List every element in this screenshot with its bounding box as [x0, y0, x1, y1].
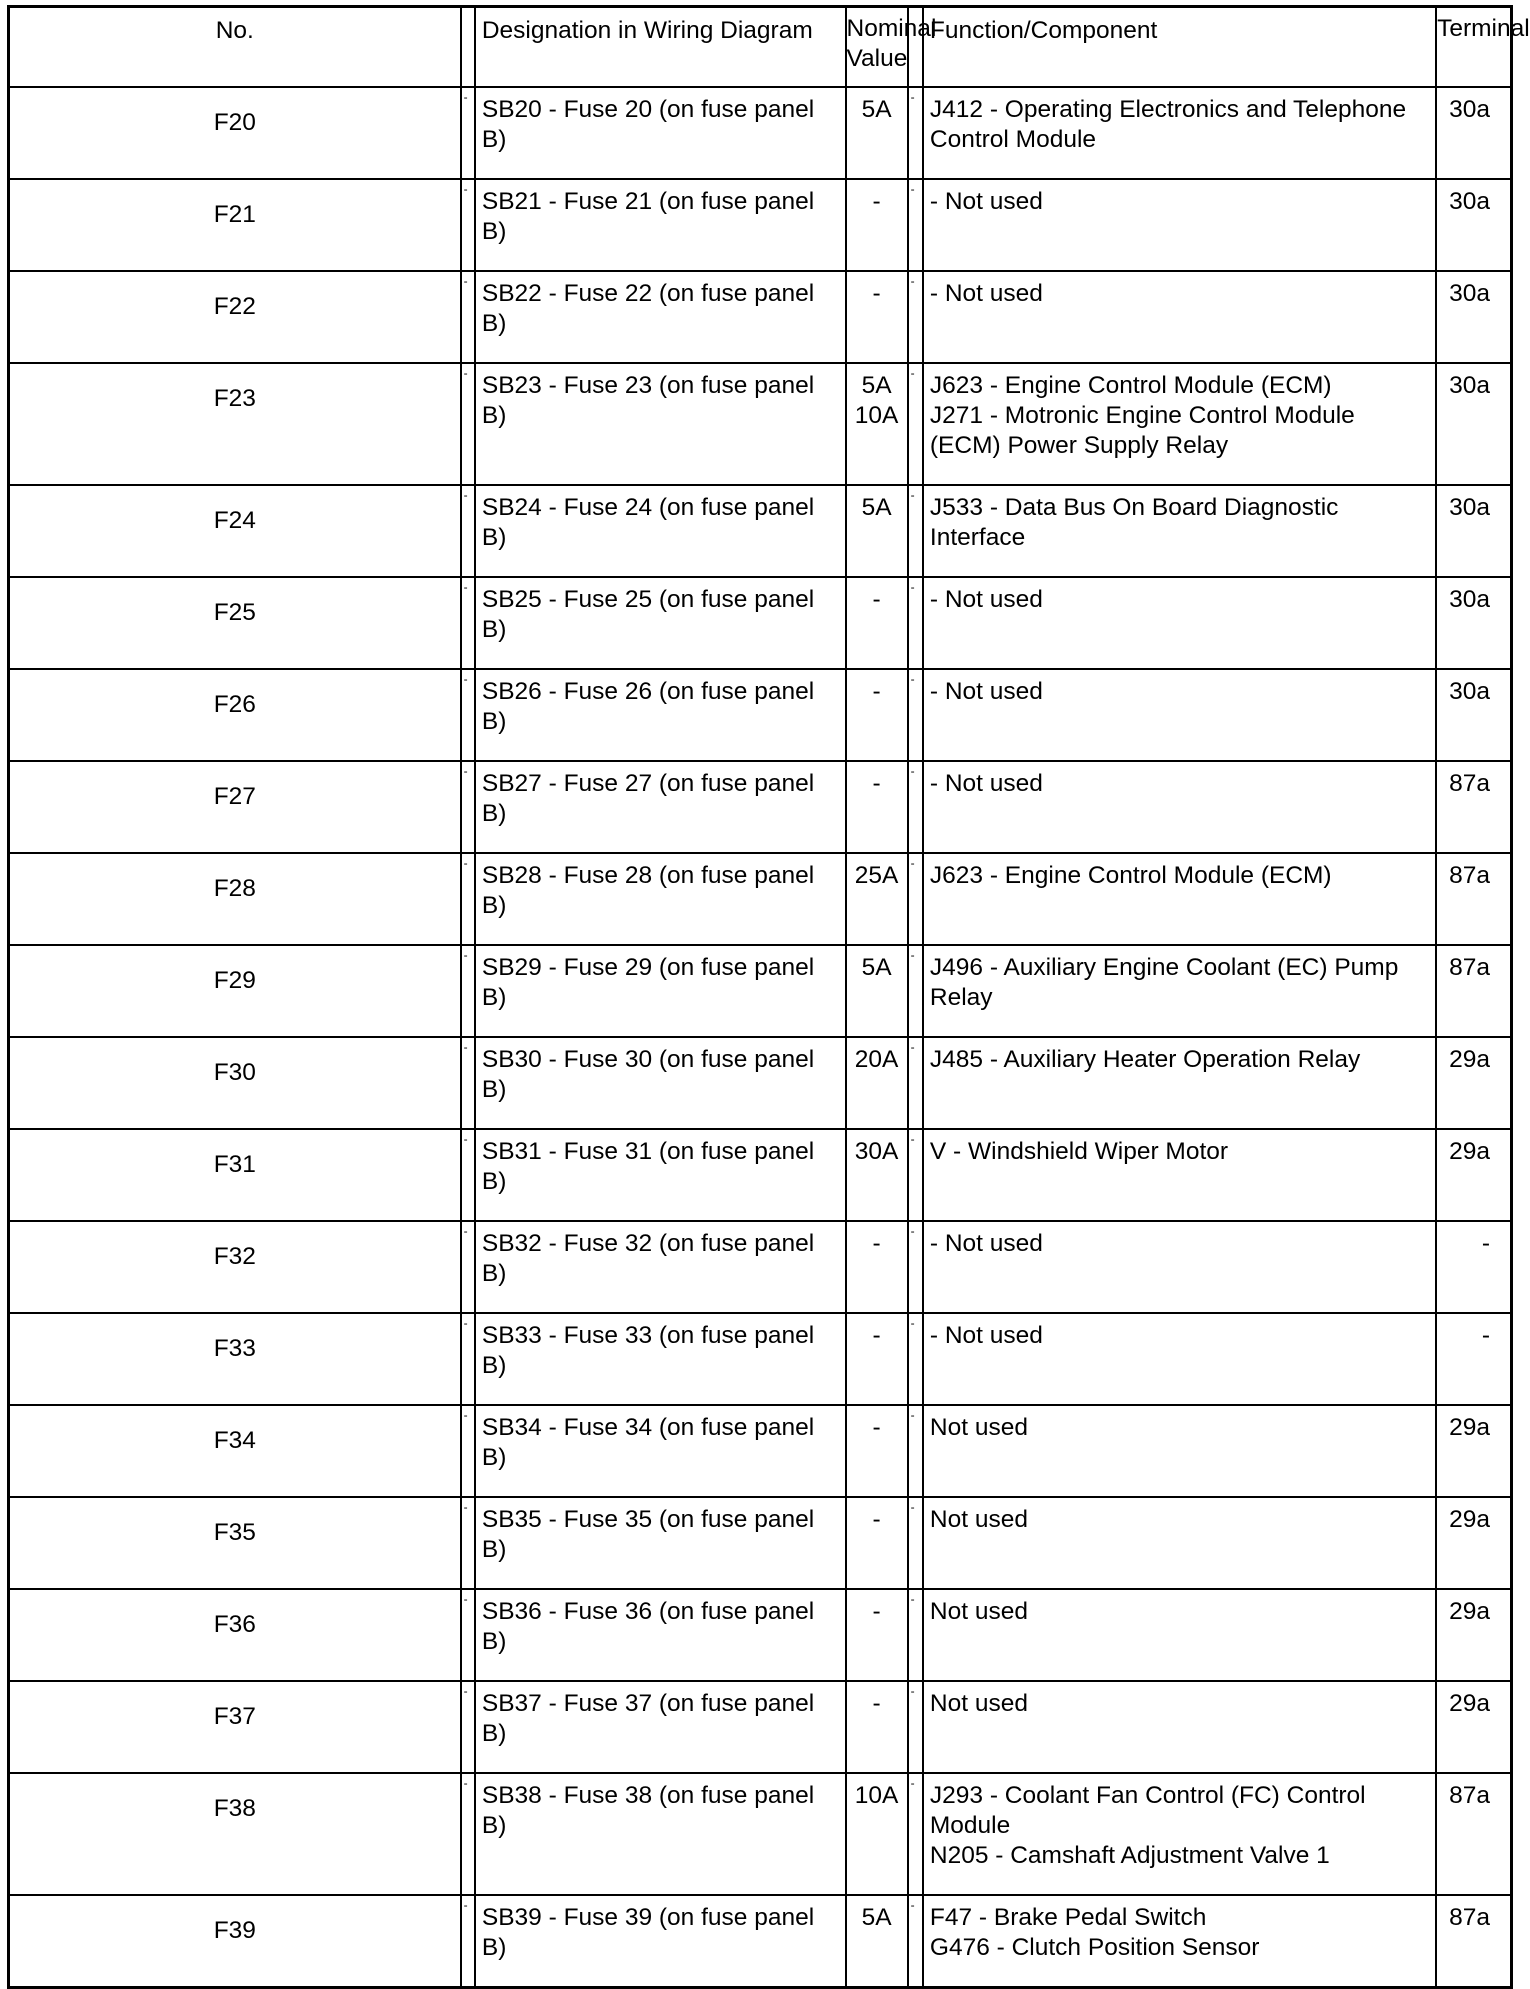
- gap-mark: -: [910, 764, 915, 778]
- gap-cell: [461, 1313, 475, 1405]
- gap-cell: [908, 577, 923, 669]
- gap-mark: -: [910, 488, 915, 502]
- gap-mark: -: [463, 488, 468, 502]
- gap-cell: [908, 945, 923, 1037]
- gap-cell: [461, 1405, 475, 1497]
- gap-mark: -: [463, 1040, 468, 1054]
- gap-mark: -: [910, 1408, 915, 1422]
- gap-cell: [461, 853, 475, 945]
- designation-cell: SB37 - Fuse 37 (on fuse panel B): [475, 1681, 846, 1773]
- nominal-value-cell: 5A: [846, 87, 908, 179]
- gap-cell: [908, 1895, 923, 1988]
- fuse-number: F32: [9, 1221, 461, 1313]
- designation-cell: SB24 - Fuse 24 (on fuse panel B): [475, 485, 846, 577]
- gap-mark: -: [910, 1040, 915, 1054]
- gap-cell: [908, 1589, 923, 1681]
- table-header-row: [9, 7, 1512, 88]
- gap-mark: -: [910, 1592, 915, 1606]
- terminal-cell: 30a: [1436, 271, 1511, 363]
- gap-cell: [908, 1405, 923, 1497]
- terminal-cell: 87a: [1436, 1895, 1511, 1988]
- terminal-cell: -: [1436, 1313, 1511, 1405]
- terminal-cell: 29a: [1436, 1589, 1511, 1681]
- terminal-cell: 29a: [1436, 1405, 1511, 1497]
- fuse-table: [7, 5, 1530, 1989]
- function-cell: J412 - Operating Electronics and Telephone Control Module: [923, 87, 1436, 179]
- table-row: [9, 179, 1512, 271]
- function-cell: J623 - Engine Control Module (ECM) J271 - Motronic Engine Control Module (ECM) Power Supply Relay: [923, 363, 1436, 485]
- nominal-value-cell: -: [846, 1681, 908, 1773]
- gap-cell: [908, 669, 923, 761]
- function-cell: Not used: [923, 1497, 1436, 1589]
- nominal-value-cell: -: [846, 1313, 908, 1405]
- fuse-number: F39: [9, 1895, 461, 1988]
- terminal-cell: -: [1436, 1221, 1511, 1313]
- designation-cell: SB23 - Fuse 23 (on fuse panel B): [475, 363, 846, 485]
- function-cell: - Not used: [923, 179, 1436, 271]
- designation-cell: SB26 - Fuse 26 (on fuse panel B): [475, 669, 846, 761]
- gap-mark: -: [463, 274, 468, 288]
- gap-cell: [461, 485, 475, 577]
- function-cell: F47 - Brake Pedal Switch G476 - Clutch Position Sensor: [923, 1895, 1436, 1988]
- designation-cell: SB39 - Fuse 39 (on fuse panel B): [475, 1895, 846, 1988]
- terminal-cell: 30a: [1436, 179, 1511, 271]
- header-no: No.: [9, 7, 461, 88]
- fuse-number: F31: [9, 1129, 461, 1221]
- table-row: [9, 271, 1512, 363]
- gap-cell: [908, 1037, 923, 1129]
- header-terminal: Terminal: [1436, 7, 1511, 88]
- gap-mark: -: [463, 1500, 468, 1514]
- gap-mark: -: [910, 856, 915, 870]
- gap-cell: [461, 363, 475, 485]
- terminal-cell: 30a: [1436, 669, 1511, 761]
- gap-mark: -: [463, 1592, 468, 1606]
- gap-cell: [908, 179, 923, 271]
- table-row: [9, 1221, 1512, 1313]
- gap-mark: -: [463, 366, 468, 380]
- gap-mark: -: [463, 948, 468, 962]
- gap-cell: [461, 179, 475, 271]
- designation-cell: SB28 - Fuse 28 (on fuse panel B): [475, 853, 846, 945]
- gap-mark: -: [910, 274, 915, 288]
- header-designation: Designation in Wiring Diagram: [475, 7, 846, 88]
- table-row: [9, 1497, 1512, 1589]
- gap-cell: [908, 1497, 923, 1589]
- terminal-cell: 30a: [1436, 485, 1511, 577]
- gap-mark: -: [463, 90, 468, 104]
- nominal-value-cell: 5A 10A: [846, 363, 908, 485]
- table-row: [9, 1681, 1512, 1773]
- gap-mark: -: [910, 90, 915, 104]
- function-cell: J533 - Data Bus On Board Diagnostic Interface: [923, 485, 1436, 577]
- table-row: [9, 1405, 1512, 1497]
- nominal-value-cell: 10A: [846, 1773, 908, 1895]
- table-row: [9, 761, 1512, 853]
- gap-cell: [461, 1221, 475, 1313]
- header-nominal-value: Nominal Value: [846, 7, 908, 88]
- gap-mark: -: [463, 1224, 468, 1238]
- fuse-number: F26: [9, 669, 461, 761]
- fuse-number: F37: [9, 1681, 461, 1773]
- gap-cell: [461, 1681, 475, 1773]
- nominal-value-cell: -: [846, 669, 908, 761]
- fuse-number: F28: [9, 853, 461, 945]
- gap-mark: -: [910, 948, 915, 962]
- gap-cell: [908, 1681, 923, 1773]
- nominal-value-cell: -: [846, 761, 908, 853]
- designation-cell: SB38 - Fuse 38 (on fuse panel B): [475, 1773, 846, 1895]
- function-cell: - Not used: [923, 1221, 1436, 1313]
- gap-cell: [461, 1037, 475, 1129]
- function-cell: Not used: [923, 1681, 1436, 1773]
- designation-cell: SB29 - Fuse 29 (on fuse panel B): [475, 945, 846, 1037]
- fuse-number: F34: [9, 1405, 461, 1497]
- table-row: [9, 1773, 1512, 1895]
- gap-mark: -: [463, 1316, 468, 1330]
- fuse-number: F23: [9, 363, 461, 485]
- terminal-cell: 29a: [1436, 1037, 1511, 1129]
- gap-mark: -: [910, 580, 915, 594]
- gap-cell: [461, 1773, 475, 1895]
- function-cell: - Not used: [923, 271, 1436, 363]
- gap-mark: -: [463, 1132, 468, 1146]
- header-function: Function/Component: [923, 7, 1436, 88]
- function-cell: - Not used: [923, 669, 1436, 761]
- gap-cell: [461, 1129, 475, 1221]
- nominal-value-cell: 5A: [846, 1895, 908, 1988]
- gap-mark: -: [463, 764, 468, 778]
- nominal-value-cell: 5A: [846, 485, 908, 577]
- gap-cell: [908, 87, 923, 179]
- fuse-number: F38: [9, 1773, 461, 1895]
- gap-cell: [461, 87, 475, 179]
- function-cell: - Not used: [923, 577, 1436, 669]
- terminal-cell: 30a: [1436, 87, 1511, 179]
- nominal-value-cell: -: [846, 1497, 908, 1589]
- table-row: [9, 945, 1512, 1037]
- table-row: [9, 669, 1512, 761]
- gap-cell: [908, 761, 923, 853]
- nominal-value-cell: -: [846, 1589, 908, 1681]
- gap-cell: [908, 363, 923, 485]
- table-row: [9, 485, 1512, 577]
- gap-mark: -: [463, 182, 468, 196]
- fuse-number: F25: [9, 577, 461, 669]
- gap-mark: -: [910, 182, 915, 196]
- terminal-cell: 29a: [1436, 1497, 1511, 1589]
- function-cell: Not used: [923, 1405, 1436, 1497]
- gap-cell: [461, 669, 475, 761]
- terminal-cell: 87a: [1436, 945, 1511, 1037]
- table-row: [9, 1313, 1512, 1405]
- fuse-number: F33: [9, 1313, 461, 1405]
- terminal-cell: 87a: [1436, 853, 1511, 945]
- designation-cell: SB25 - Fuse 25 (on fuse panel B): [475, 577, 846, 669]
- gap-mark: -: [463, 580, 468, 594]
- table-row: [9, 1895, 1512, 1988]
- gap-cell: [908, 1313, 923, 1405]
- table-row: [9, 1037, 1512, 1129]
- nominal-value-cell: -: [846, 271, 908, 363]
- fuse-number: F21: [9, 179, 461, 271]
- terminal-cell: 87a: [1436, 1773, 1511, 1895]
- table-row: [9, 87, 1512, 179]
- gap-mark: -: [910, 1316, 915, 1330]
- nominal-value-cell: -: [846, 1405, 908, 1497]
- nominal-value-cell: 30A: [846, 1129, 908, 1221]
- fuse-number: F29: [9, 945, 461, 1037]
- terminal-cell: 30a: [1436, 363, 1511, 485]
- table-row: [9, 1129, 1512, 1221]
- gap-cell: [908, 853, 923, 945]
- gap-mark: -: [910, 1684, 915, 1698]
- table-row: [9, 853, 1512, 945]
- gap-cell: [908, 271, 923, 363]
- designation-cell: SB32 - Fuse 32 (on fuse panel B): [475, 1221, 846, 1313]
- function-cell: - Not used: [923, 1313, 1436, 1405]
- fuse-number: F35: [9, 1497, 461, 1589]
- fuse-number: F30: [9, 1037, 461, 1129]
- designation-cell: SB36 - Fuse 36 (on fuse panel B): [475, 1589, 846, 1681]
- gap-mark: -: [910, 1224, 915, 1238]
- function-cell: - Not used: [923, 761, 1436, 853]
- terminal-cell: 87a: [1436, 761, 1511, 853]
- gap-mark: -: [910, 672, 915, 686]
- table-row: [9, 1589, 1512, 1681]
- nominal-value-cell: -: [846, 577, 908, 669]
- designation-cell: SB27 - Fuse 27 (on fuse panel B): [475, 761, 846, 853]
- designation-cell: SB21 - Fuse 21 (on fuse panel B): [475, 179, 846, 271]
- function-cell: Not used: [923, 1589, 1436, 1681]
- gap-mark: -: [910, 1776, 915, 1790]
- nominal-value-cell: -: [846, 1221, 908, 1313]
- header-gap-1: [461, 7, 475, 88]
- gap-cell: [461, 761, 475, 853]
- designation-cell: SB33 - Fuse 33 (on fuse panel B): [475, 1313, 846, 1405]
- designation-cell: SB22 - Fuse 22 (on fuse panel B): [475, 271, 846, 363]
- function-cell: J293 - Coolant Fan Control (FC) Control Module N205 - Camshaft Adjustment Valve 1: [923, 1773, 1436, 1895]
- function-cell: J623 - Engine Control Module (ECM): [923, 853, 1436, 945]
- gap-mark: -: [463, 1898, 468, 1912]
- table-row: [9, 363, 1512, 485]
- function-cell: V - Windshield Wiper Motor: [923, 1129, 1436, 1221]
- gap-cell: [908, 1129, 923, 1221]
- gap-mark: -: [463, 1684, 468, 1698]
- gap-cell: [908, 485, 923, 577]
- gap-mark: -: [910, 1132, 915, 1146]
- gap-mark: -: [463, 672, 468, 686]
- gap-cell: [908, 1773, 923, 1895]
- fuse-number: F24: [9, 485, 461, 577]
- designation-cell: SB30 - Fuse 30 (on fuse panel B): [475, 1037, 846, 1129]
- gap-cell: [908, 1221, 923, 1313]
- nominal-value-cell: 20A: [846, 1037, 908, 1129]
- table-row: [9, 577, 1512, 669]
- nominal-value-cell: 25A: [846, 853, 908, 945]
- terminal-cell: 29a: [1436, 1681, 1511, 1773]
- designation-cell: SB35 - Fuse 35 (on fuse panel B): [475, 1497, 846, 1589]
- terminal-cell: 30a: [1436, 577, 1511, 669]
- gap-cell: [461, 271, 475, 363]
- gap-cell: [461, 577, 475, 669]
- gap-mark: -: [463, 856, 468, 870]
- gap-cell: [461, 945, 475, 1037]
- designation-cell: SB34 - Fuse 34 (on fuse panel B): [475, 1405, 846, 1497]
- gap-cell: [461, 1497, 475, 1589]
- gap-cell: [461, 1589, 475, 1681]
- fuse-number: F36: [9, 1589, 461, 1681]
- designation-cell: SB20 - Fuse 20 (on fuse panel B): [475, 87, 846, 179]
- nominal-value-cell: 5A: [846, 945, 908, 1037]
- designation-cell: SB31 - Fuse 31 (on fuse panel B): [475, 1129, 846, 1221]
- function-cell: J485 - Auxiliary Heater Operation Relay: [923, 1037, 1436, 1129]
- terminal-cell: 29a: [1436, 1129, 1511, 1221]
- fuse-number: F22: [9, 271, 461, 363]
- gap-mark: -: [910, 1500, 915, 1514]
- gap-mark: -: [463, 1776, 468, 1790]
- nominal-value-cell: -: [846, 179, 908, 271]
- gap-cell: [461, 1895, 475, 1988]
- gap-mark: -: [910, 1898, 915, 1912]
- fuse-number: F20: [9, 87, 461, 179]
- header-gap-2: [908, 7, 923, 88]
- function-cell: J496 - Auxiliary Engine Coolant (EC) Pump Relay: [923, 945, 1436, 1037]
- gap-mark: -: [463, 1408, 468, 1422]
- gap-mark: -: [910, 366, 915, 380]
- fuse-number: F27: [9, 761, 461, 853]
